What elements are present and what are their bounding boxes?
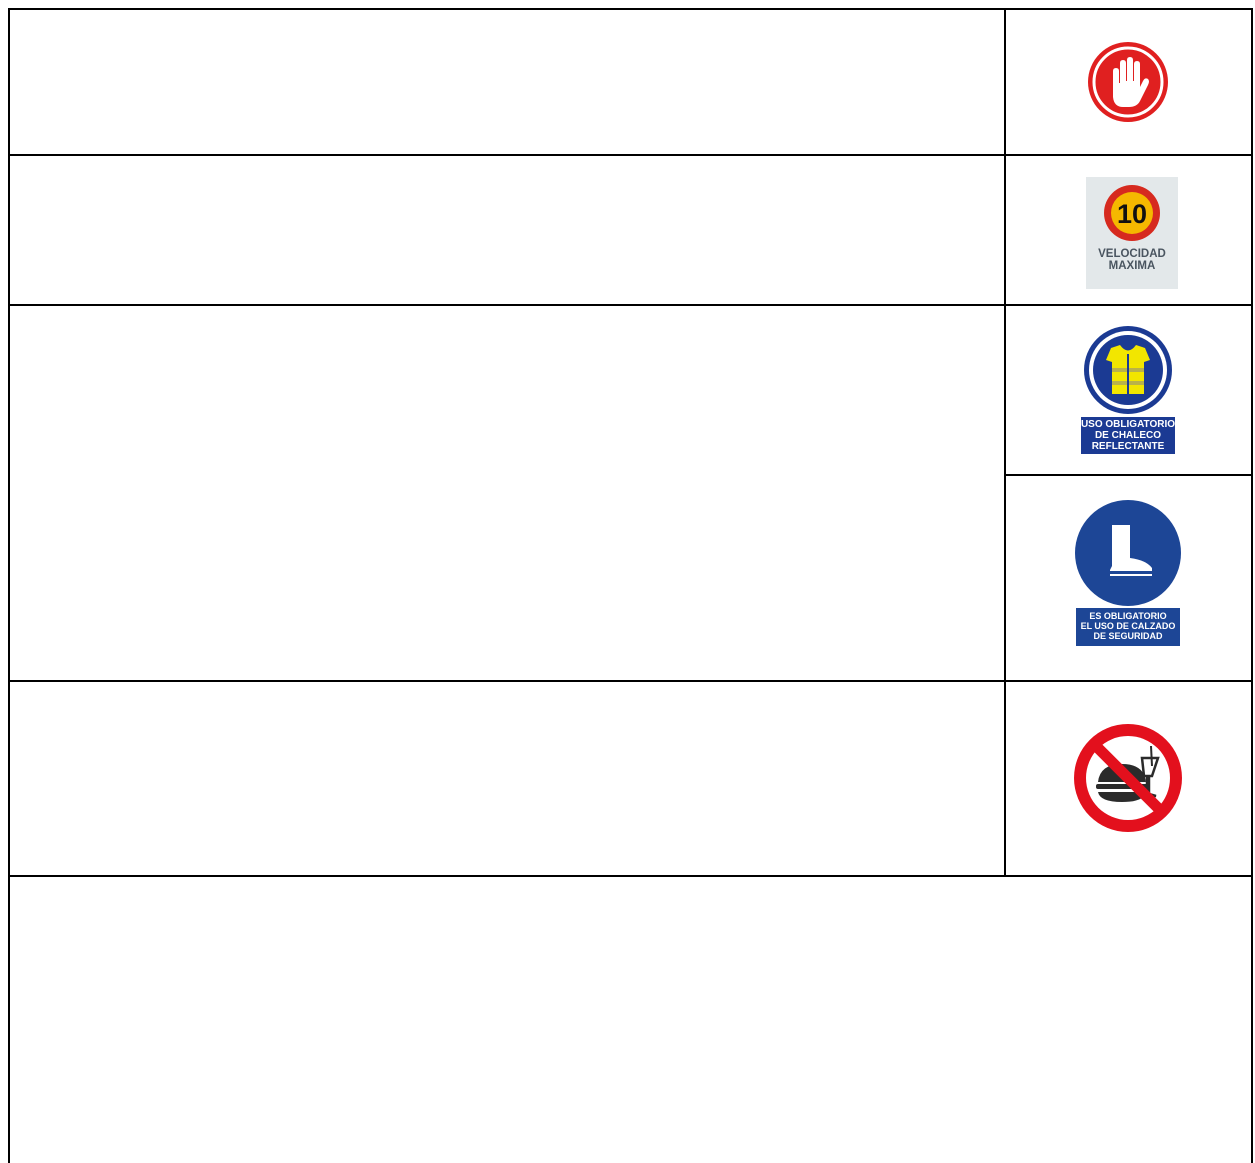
boots-line3: DE SEGURIDAD [1093, 631, 1163, 641]
safety-boots-sign [1072, 500, 1184, 652]
speed-limit-icon [1086, 177, 1178, 289]
row-divider-4 [8, 875, 1253, 877]
reflective-vest-icon [1078, 326, 1178, 456]
row-divider-sub [1004, 474, 1253, 476]
no-food-drink-sign [1072, 722, 1184, 834]
table-border-right [1251, 8, 1253, 1163]
speed-limit-line2: MAXIMA [1108, 260, 1156, 272]
row-divider-3 [8, 680, 1253, 682]
safety-boot-icon [1072, 500, 1184, 652]
column-divider [1004, 8, 1006, 876]
table-border-left [8, 8, 10, 1163]
stop-hand-icon [1087, 41, 1169, 123]
vest-line1: USO OBLIGATORIO [1080, 419, 1176, 430]
boots-line2: EL USO DE CALZADO [1080, 621, 1176, 631]
speed-limit-sign [1086, 177, 1178, 289]
speed-limit-number: 10 [1116, 199, 1148, 229]
row-divider-1 [8, 154, 1253, 156]
reflective-vest-sign [1078, 326, 1178, 456]
no-food-drink-icon [1072, 722, 1184, 834]
table-border-top [8, 8, 1253, 10]
stop-hand-sign [1087, 41, 1169, 123]
vest-line2: DE CHALECO [1094, 430, 1162, 441]
row-divider-2 [8, 304, 1253, 306]
boots-line1: ES OBLIGATORIO [1089, 611, 1167, 621]
vest-line3: REFLECTANTE [1091, 441, 1165, 452]
speed-limit-line1: VELOCIDAD [1098, 248, 1166, 260]
